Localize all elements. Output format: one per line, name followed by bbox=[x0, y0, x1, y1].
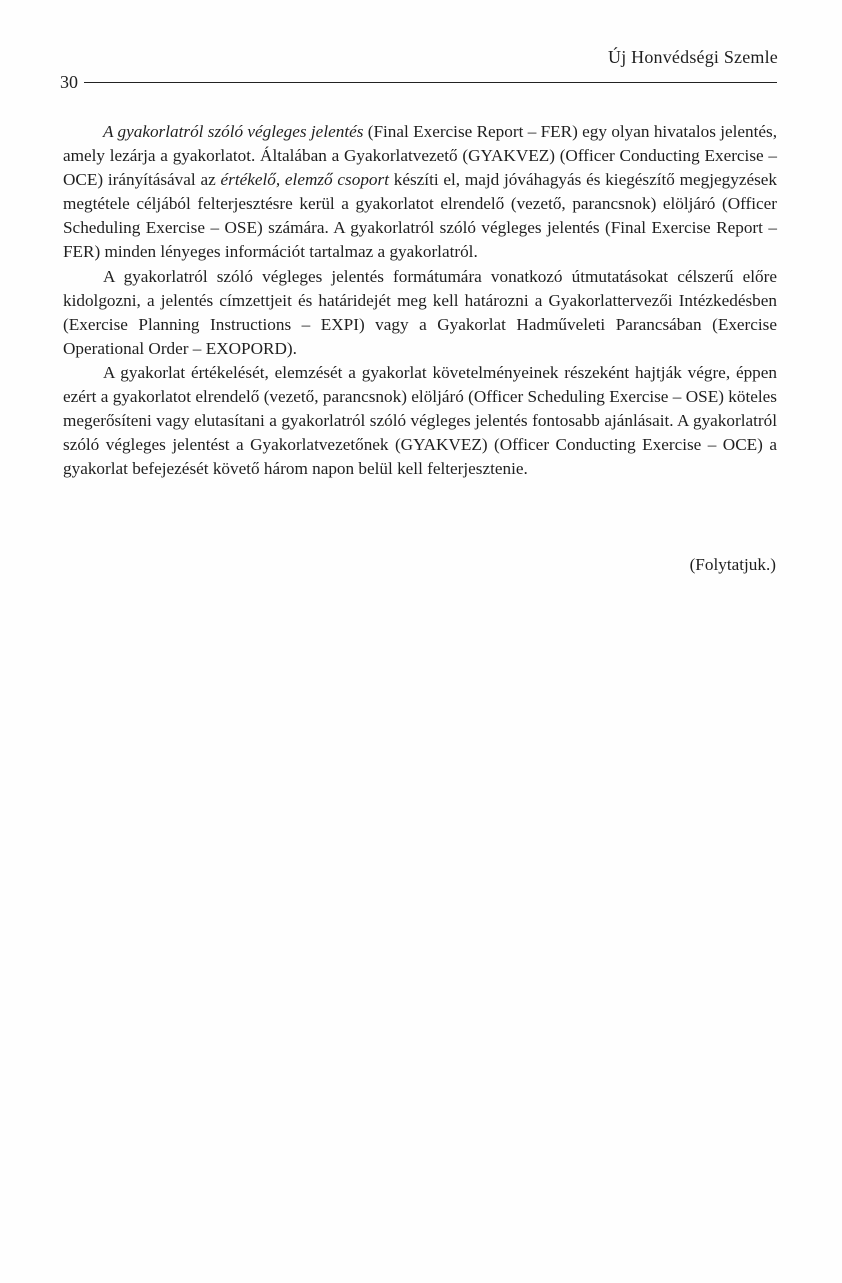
paragraph-1 bbox=[63, 120, 777, 265]
paragraph-1-italic-mid: értékelő, elemző csoport bbox=[220, 170, 389, 190]
header-rule bbox=[84, 82, 777, 83]
paragraph-3: A gyakorlat értékelését, elemzését a gyakorlat követelményeinek részeként hajtják végre, éppen ezért a gyakorlatot elrendelő (vezető, parancsnok) elöljáró (Officer Scheduling Exercise – OSE) köteles megerősíteni vagy elutasítani a gyakorlatról szóló végleges jelentés fontosabb ajánlásait. A gyakorlatról szóló végleges jelentést a Gyakorlatvezetőnek (GYAKVEZ) (Officer Conducting Exercise – OCE) a gyakorlat befejezését követő három napon belül kell felterjesztenie. bbox=[63, 362, 777, 479]
paragraph-2: A gyakorlatról szóló végleges jelentés formátumára vonatkozó útmutatásokat célszerű előre kidolgozni, a jelentés címzettjeit és határidejét meg kell határozni a Gyakorlattervezői Intézkedésben (Exercise Planning Instructions – EXPI) vagy a Gyakorlat Hadműveleti Parancsában (Exercise Operational Order – EXOPORD). bbox=[63, 266, 777, 358]
continued-note: (Folytatjuk.) bbox=[689, 555, 776, 574]
paragraph-1-text-b: készíti el, majd jóváhagyás és kiegészítő megjegyzések megtétele céljából felterjesztésre kerül a gyakorlatot elrendelő (vezető, parancsnok) elöljáró (Officer Scheduling Exercise – OSE) számára. A gyakorlatról szóló végleges jelentés (Final Exercise Report – FER) minden lényeges információt tartalmaz a gyakorlatról. bbox=[63, 170, 777, 262]
article-body bbox=[63, 120, 777, 481]
page-number: 30 bbox=[60, 72, 78, 92]
paragraph-1-text-a: (Final Exercise Report – FER) egy olyan hivatalos jelentés, amely lezárja a gyakorlatot. Általában a Gyakorlatvezető (GYAKVEZ) (Officer Conducting Exercise – OCE) irányításával az bbox=[63, 122, 777, 190]
paragraph-1-italic-lead: A gyakorlatról szóló végleges jelentés bbox=[103, 122, 364, 141]
running-header-journal-title: Új Honvédségi Szemle bbox=[608, 47, 778, 67]
